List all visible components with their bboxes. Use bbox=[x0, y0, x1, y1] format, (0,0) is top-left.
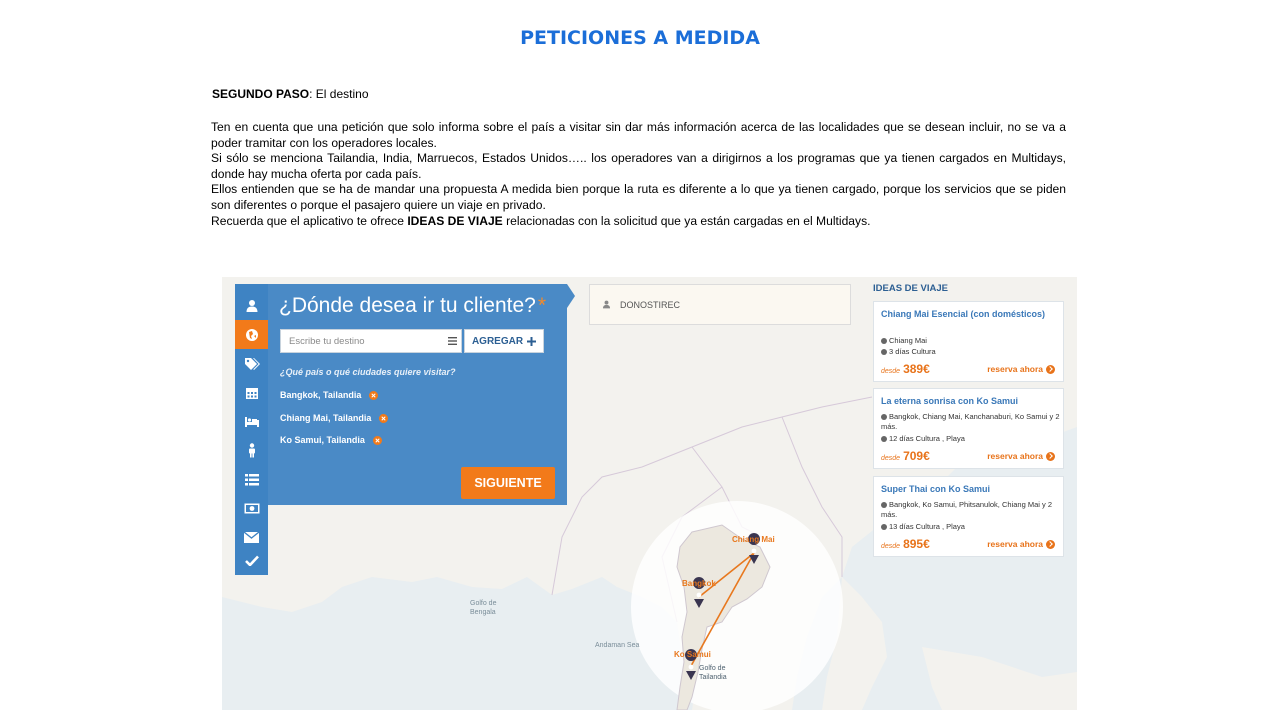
sidebar-item-list[interactable] bbox=[235, 465, 268, 494]
city-label: Ko Samui bbox=[674, 650, 711, 659]
arrow-circle-icon bbox=[1046, 365, 1055, 374]
sea-label: Golfo de Bengala bbox=[470, 600, 497, 616]
sea-label: Andaman Sea bbox=[595, 642, 640, 649]
page-title: PETICIONES A MEDIDA bbox=[520, 27, 760, 49]
list-icon bbox=[245, 474, 259, 486]
money-icon bbox=[244, 503, 260, 514]
destination-panel bbox=[268, 284, 567, 505]
destination-input[interactable]: Escribe tu destino bbox=[280, 329, 450, 353]
add-label: AGREGAR bbox=[471, 335, 524, 347]
agency-field[interactable] bbox=[589, 284, 851, 325]
paragraph-text: relacionadas con la solicitud que ya están cargadas en el Multidays. bbox=[502, 213, 871, 228]
sidebar-item-tags[interactable] bbox=[235, 349, 268, 378]
person-icon bbox=[247, 443, 257, 458]
trip-price: desde 895€ bbox=[881, 537, 930, 551]
step-text: : El destino bbox=[309, 87, 369, 101]
globe-icon bbox=[881, 414, 887, 420]
sidebar-item-calendar[interactable] bbox=[235, 378, 268, 407]
trip-idea-card[interactable] bbox=[873, 476, 1064, 557]
city-label: Bangkok bbox=[682, 579, 716, 588]
bed-icon bbox=[244, 416, 260, 428]
check-icon bbox=[245, 555, 259, 566]
sidebar-item-user[interactable] bbox=[235, 291, 268, 320]
trip-places: Bangkok, Chiang Mai, Kanchanaburi, Ko Samui y 2 más. bbox=[881, 412, 1060, 431]
paragraph: Ten en cuenta que una petición que solo informa sobre el país a visitar sin dar más información acerca de las localidades que se desean incluir, no se va a poder tramitar con los operadores locales. bbox=[211, 120, 1066, 150]
reserve-link[interactable]: reserva ahora bbox=[987, 364, 1055, 374]
sidebar-item-budget[interactable] bbox=[235, 494, 268, 523]
arrow-circle-icon bbox=[1046, 540, 1055, 549]
trip-price: desde 389€ bbox=[881, 362, 930, 376]
trip-meta: 12 días Cultura , Playa bbox=[881, 434, 1061, 444]
reserve-link[interactable]: reserva ahora bbox=[987, 451, 1055, 461]
arrow-circle-icon bbox=[1046, 452, 1055, 461]
destination-label: Chiang Mai, Tailandia bbox=[280, 413, 372, 423]
agency-name: DONOSTIREC bbox=[620, 299, 681, 310]
sidebar-item-accommodation[interactable] bbox=[235, 407, 268, 436]
sidebar-item-passengers[interactable] bbox=[235, 436, 268, 465]
calendar-icon bbox=[245, 386, 259, 400]
next-button[interactable]: SIGUIENTE bbox=[461, 467, 555, 499]
sidebar-item-destination[interactable] bbox=[235, 320, 268, 349]
tags-icon bbox=[244, 357, 260, 371]
clock-icon bbox=[881, 349, 887, 355]
user-icon bbox=[245, 299, 259, 313]
step-heading bbox=[212, 87, 369, 101]
paragraph: Si sólo se menciona Tailandia, India, Marruecos, Estados Unidos….. los operadores van a dirigirnos a los programas que ya tienen cargados en Multidays, donde hay mucha oferta por cada país. bbox=[211, 151, 1066, 181]
menu-icon bbox=[448, 337, 457, 345]
globe-icon bbox=[881, 502, 887, 508]
ideas-heading: IDEAS DE VIAJE bbox=[873, 283, 948, 294]
city-label: Chiang Mai bbox=[732, 535, 775, 544]
trip-price: desde 709€ bbox=[881, 449, 930, 463]
app-screenshot bbox=[222, 277, 1077, 710]
reserve-link[interactable]: reserva ahora bbox=[987, 539, 1055, 549]
sidebar-item-confirm[interactable] bbox=[235, 546, 268, 575]
trip-idea-card[interactable] bbox=[873, 388, 1064, 469]
trip-idea-card[interactable] bbox=[873, 301, 1064, 382]
form-title bbox=[279, 294, 546, 318]
trip-meta: 13 días Cultura , Playa bbox=[881, 522, 1061, 532]
instructions bbox=[211, 120, 1066, 229]
remove-icon[interactable] bbox=[369, 391, 378, 400]
step-label: SEGUNDO PASO bbox=[212, 87, 310, 101]
clock-icon bbox=[881, 436, 887, 442]
trip-title: Chiang Mai Esencial (con domésticos) bbox=[881, 309, 1046, 319]
form-title-text: ¿Dónde desea ir tu cliente? bbox=[279, 294, 536, 317]
required-star: * bbox=[537, 294, 547, 317]
paragraph: Ellos entienden que se ha de mandar una propuesta A medida bien porque la ruta es diferente a lo que ya tienen cargado, porque los servicios que se piden son diferentes o porque el pasajero quiere un viaje en privado. bbox=[211, 182, 1066, 212]
remove-icon[interactable] bbox=[379, 414, 388, 423]
trip-places: Chiang Mai bbox=[881, 336, 1061, 346]
user-icon bbox=[602, 300, 611, 309]
destination-question: ¿Qué país o qué ciudades quiere visitar? bbox=[280, 367, 456, 377]
paragraph-text: Recuerda que el aplicativo te ofrece bbox=[211, 213, 408, 228]
destination-item bbox=[280, 435, 382, 445]
destination-item bbox=[280, 390, 378, 400]
envelope-icon bbox=[244, 532, 259, 543]
trip-meta: 3 días Cultura bbox=[881, 347, 1061, 357]
sea-label: Golfo de Tailandia bbox=[699, 665, 727, 681]
globe-icon bbox=[881, 338, 887, 344]
paragraph bbox=[211, 214, 1066, 230]
sidebar bbox=[235, 284, 268, 575]
trip-places: Bangkok, Ko Samui, Phitsanulok, Chiang Mai y 2 más. bbox=[881, 500, 1053, 519]
plus-icon bbox=[527, 337, 536, 346]
destination-label: Bangkok, Tailandia bbox=[280, 390, 362, 400]
globe-icon bbox=[245, 328, 259, 342]
destination-item bbox=[280, 413, 388, 423]
destination-label: Ko Samui, Tailandia bbox=[280, 435, 365, 445]
panel-arrow bbox=[567, 284, 577, 308]
add-destination-button[interactable] bbox=[464, 329, 544, 353]
trip-title: La eterna sonrisa con Ko Samui bbox=[881, 396, 1019, 406]
clock-icon bbox=[881, 524, 887, 530]
trip-title: Super Thai con Ko Samui bbox=[881, 484, 991, 494]
remove-icon[interactable] bbox=[373, 436, 382, 445]
list-button[interactable] bbox=[444, 329, 462, 353]
paragraph-bold: IDEAS DE VIAJE bbox=[407, 213, 503, 228]
